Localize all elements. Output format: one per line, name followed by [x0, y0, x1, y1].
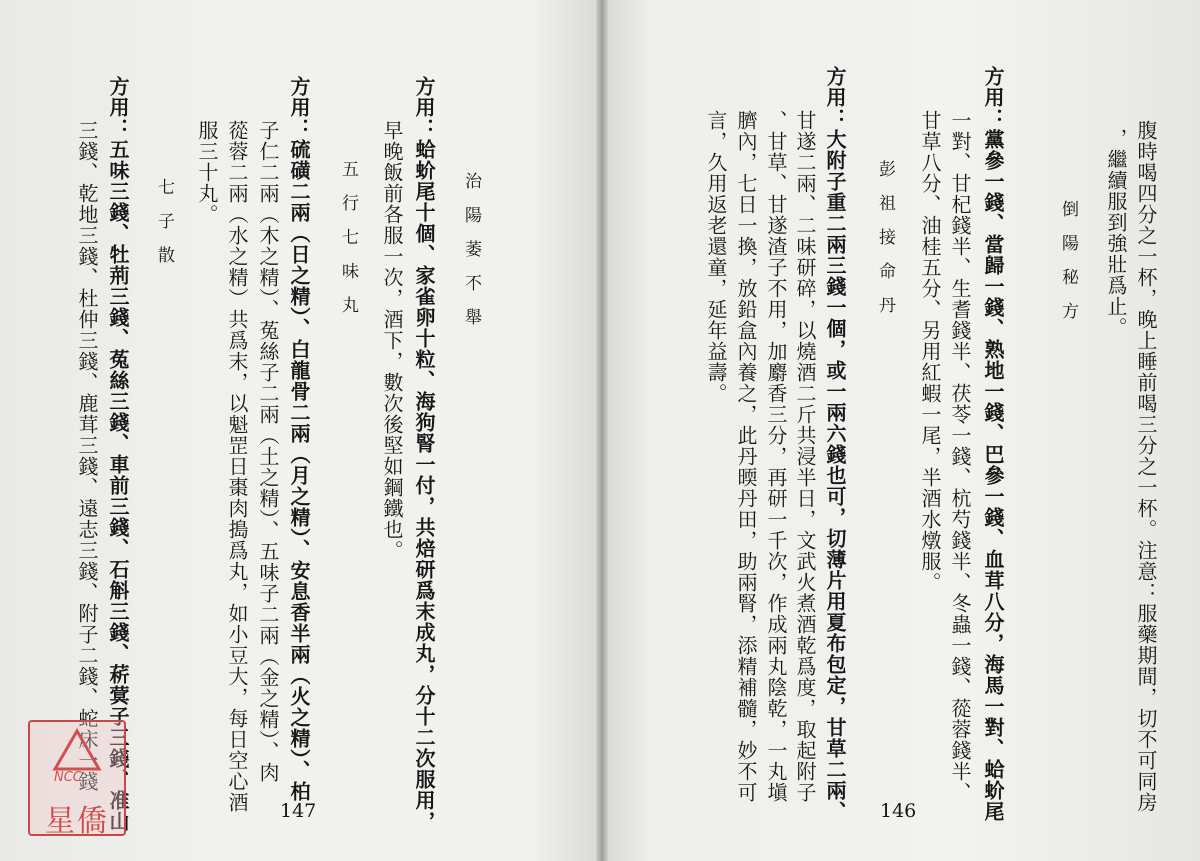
text-column: 、甘草、甘遂渣子不用，加麝香三分，再研一千次，作成兩丸陰乾，一丸塡: [764, 110, 788, 803]
right-page: [602, 0, 1200, 861]
watermark-stamp: [28, 720, 126, 839]
text-column: 臍內，七日一換，放鉛盒內養之，此丹㬉丹田，助兩腎，添精補髓，妙不可: [734, 110, 758, 803]
book-gutter: [596, 0, 608, 861]
text-column: 甘草八分、油桂五分、另用紅蝦一尾，半酒水燉服。: [918, 110, 942, 593]
section-title: 倒陽秘方: [1058, 200, 1078, 336]
text-column: 甘遂二兩、二味研碎，以燒酒二斤共浸半日，文武火煮酒乾爲度，取起附子: [793, 110, 817, 803]
text-column: ，繼續服到強壯爲止。: [1104, 128, 1128, 338]
triangle-icon: [52, 728, 102, 772]
text-column: 方用：黨參一錢、當歸一錢、熟地一錢、巴參一錢、血茸八分，海馬一對、蛤蚧尾: [981, 66, 1005, 822]
page-number: 146: [880, 800, 917, 822]
section-title: 彭祖接命丹: [875, 160, 895, 330]
text-column: 服三十丸。: [195, 120, 219, 225]
text-column: 三錢、乾地三錢、杜仲三錢、鹿茸三錢、遠志三錢、附子二錢、蛇床一錢: [75, 120, 99, 792]
stamp-name: 星僑: [45, 804, 109, 839]
page-number: 147: [280, 800, 317, 822]
stamp-mark: NCC: [54, 770, 82, 785]
text-column: 言，久用返老還童，延年益壽。: [704, 110, 728, 404]
text-column: 腹時喝四分之一杯，晚上睡前喝三分之一杯。注意：服藥期間，切不可同房: [1134, 120, 1158, 813]
text-column: 早晚飯前各服一次，酒下，數次後堅如鋼鐵也。: [380, 120, 404, 561]
text-column: 方用：蛤蚧尾十個、家雀卵十粒、海狗腎一付，共焙研爲末成丸，分十二次服用，: [412, 76, 436, 832]
text-column: 蓯蓉二兩（水之精）共爲末，以魁罡日棗肉搗爲丸，如小豆大，每日空心酒: [225, 120, 249, 813]
text-column: 方用：五味三錢、牡荊三錢、菟絲三錢、車前三錢、石斛三錢、菥蓂子三錢、准山: [106, 76, 130, 832]
text-column: 方用：大附子重二兩三錢一個，或一兩六錢也可，切薄片用夏布包定，甘草二兩、: [823, 66, 847, 822]
text-column: 一對、甘杞錢半、生耆錢半、茯苓一錢、杭芍錢半、冬蟲一錢、蓯蓉錢半、: [948, 110, 972, 803]
text-column: 子仁二兩（木之精）、菟絲子二兩（土之精）、五味子二兩（金之精）、肉: [256, 120, 280, 783]
section-title: 五行七味丸: [338, 160, 358, 330]
text-column: 方用：硫磺二兩（日之精）、白龍骨二兩（月之精）、安息香半兩（火之精）、柏: [287, 76, 311, 802]
section-title: 治陽萎不舉: [461, 172, 481, 342]
section-title: 七子散: [154, 178, 174, 280]
